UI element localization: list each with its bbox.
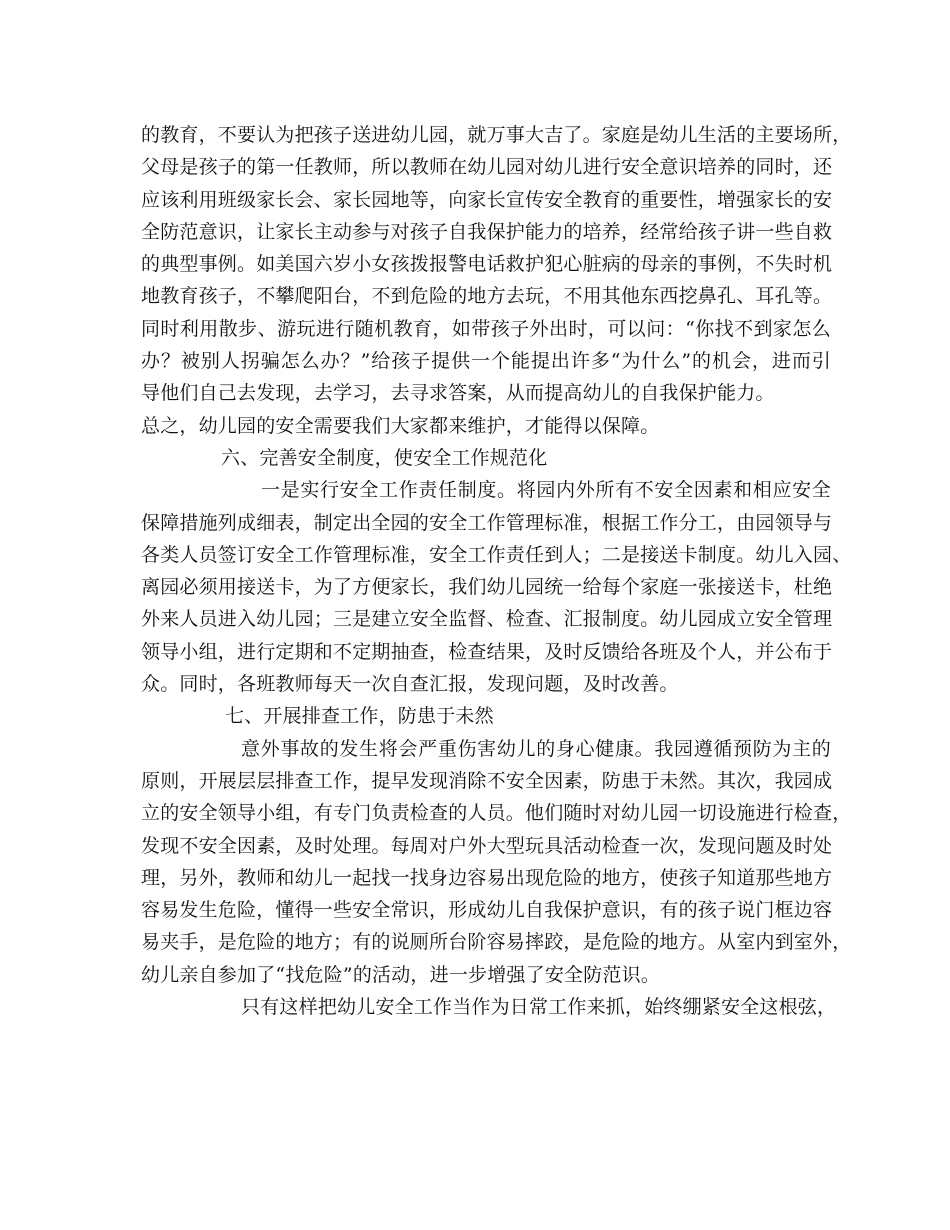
document-body [141, 119, 852, 1023]
text-line: 的教育，不要认为把孩子送进幼儿园，就万事大吉了。家庭是幼儿生活的主要场所， [141, 124, 852, 146]
text-line: 办？被别人拐骗怎么办？”给孩子提供一个能提出许多“为什么”的机会，进而引 [141, 350, 831, 373]
paragraph-first-line: 只有这样把幼儿安全工作当作为日常工作来抓，始终绷紧安全这根弦， [241, 996, 837, 1019]
text-line: 幼儿亲自参加了“找危险”的活动，进一步增强了安全防范识。 [141, 963, 661, 986]
section-heading: 七、开展排查工作，防患于未然 [225, 705, 494, 728]
text-line: 父母是孩子的第一任教师，所以教师在幼儿园对幼儿进行安全意识培养的同时，还 [141, 156, 833, 179]
text-line: 外来人员进入幼儿园；三是建立安全监督、检查、汇报制度。幼儿园成立安全管理 [141, 608, 833, 631]
text-line: 应该利用班级家长会、家长园地等，向家长宣传安全教育的重要性，增强家长的安 [141, 188, 833, 211]
text-line: 理，另外，教师和幼儿一起找一找身边容易出现危险的地方，使孩子知道那些地方 [141, 866, 833, 889]
text-line: 总之，幼儿园的安全需要我们大家都来维护，才能得以保障。 [141, 414, 660, 437]
text-line: 立的安全领导小组，有专门负责检查的人员。他们随时对幼儿园一切设施进行检查， [141, 802, 852, 825]
paragraph-first-line: 一是实行安全工作责任制度。将园内外所有不安全因素和相应安全 [261, 479, 831, 502]
text-line: 的典型事例。如美国六岁小女孩拨报警电话救护犯心脏病的母亲的事例，不失时机 [141, 253, 833, 276]
text-line: 容易发生危险，懂得一些安全常识，形成幼儿自我保护意识，有的孩子说门框边容 [141, 899, 833, 922]
text-line: 各类人员签订安全工作管理标准，安全工作责任到人；二是接送卡制度。幼儿入园、 [141, 543, 852, 566]
text-line: 离园必须用接送卡，为了方便家长，我们幼儿园统一给每个家庭一张接送卡，杜绝 [141, 576, 833, 599]
text-line: 众。同时，各班教师每天一次自查汇报，发现问题，及时改善。 [141, 673, 679, 696]
text-line: 保障措施列成细表，制定出全园的安全工作管理标准，根据工作分工，由园领导与 [141, 511, 833, 534]
text-line: 地教育孩子，不攀爬阳台，不到危险的地方去玩，不用其他东西挖鼻孔、耳孔等。 [141, 285, 833, 308]
text-line: 发现不安全因素，及时处理。每周对户外大型玩具活动检查一次，发现问题及时处 [141, 834, 833, 857]
text-line: 同时利用散步、游玩进行随机教育，如带孩子外出时，可以问：“你找不到家怎么 [141, 317, 831, 340]
text-line: 领导小组，进行定期和不定期抽查，检查结果，及时反馈给各班及个人，并公布于 [141, 640, 833, 663]
text-line: 易夹手，是危险的地方；有的说厕所台阶容易摔跤，是危险的地方。从室内到室外， [141, 931, 852, 954]
paragraph-first-line: 意外事故的发生将会严重伤害幼儿的身心健康。我园遵循预防为主的 [241, 737, 831, 760]
text-line: 全防范意识，让家长主动参与对孩子自我保护能力的培养，经常给孩子讲一些自救 [141, 220, 833, 243]
text-line: 原则，开展层层排查工作，提早发现消除不安全因素，防患于未然。其次，我园成 [141, 769, 833, 792]
text-line: 导他们自己去发现，去学习，去寻求答案，从而提高幼儿的自我保护能力。 [141, 382, 775, 405]
section-heading: 六、完善安全制度，使安全工作规范化 [221, 446, 548, 469]
